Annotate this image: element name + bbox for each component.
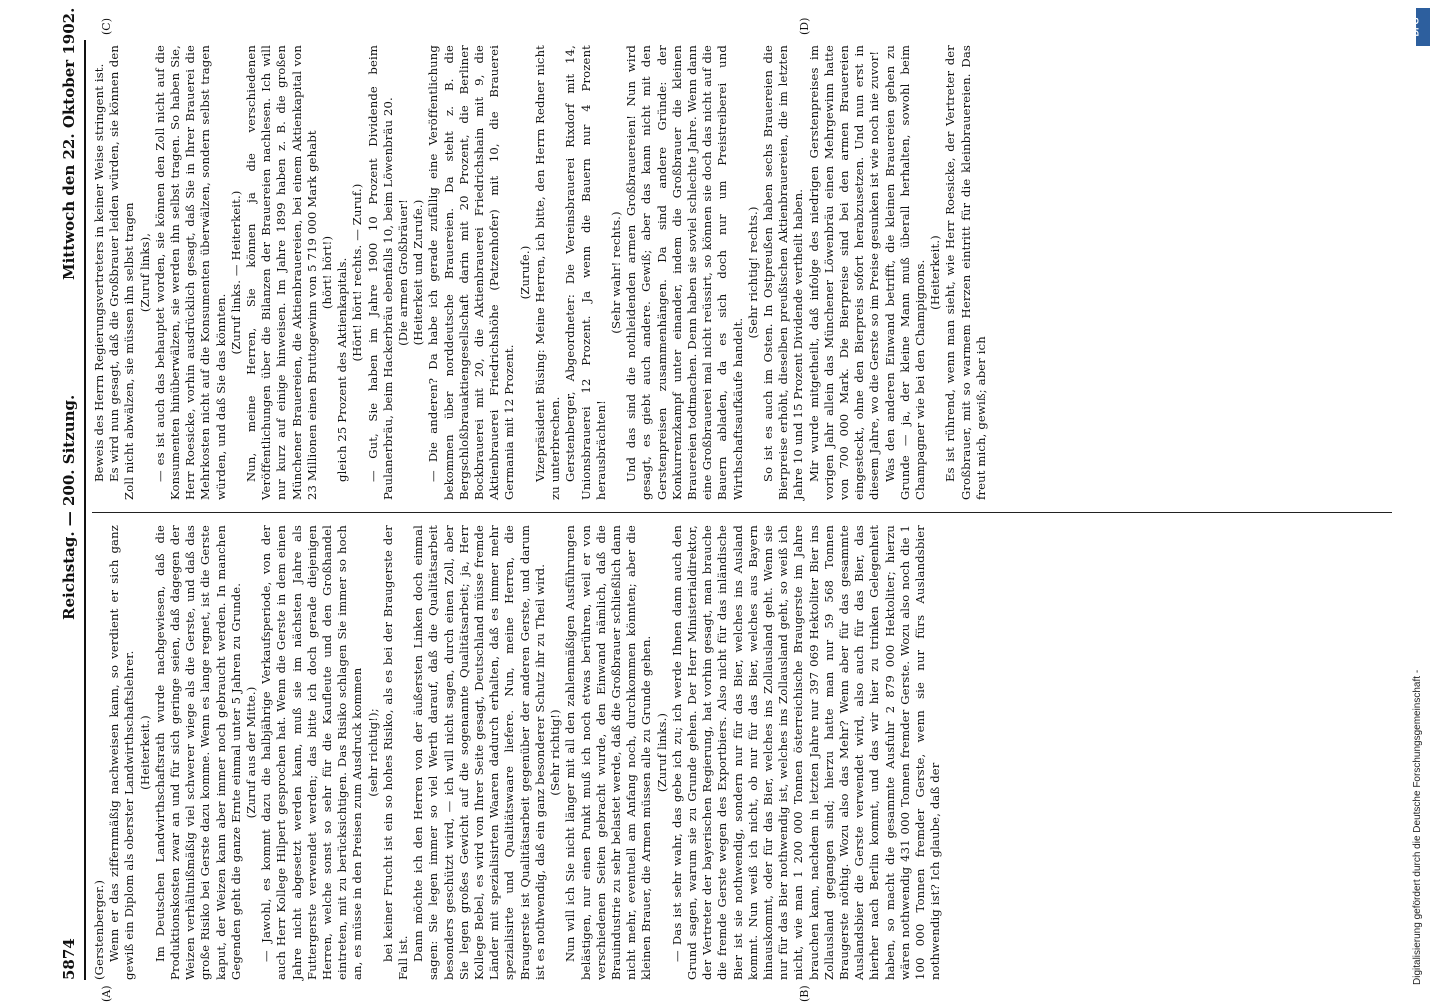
date-line: Mittwoch den 22. Oktober 1902. (60, 7, 78, 280)
paragraph: (Heiterkeit und Zurufe.) (411, 199, 426, 346)
column-divider (92, 512, 1392, 513)
paragraph: (Die armen Großbräuer! (396, 199, 411, 346)
dfg-logo (1410, 8, 1430, 46)
paragraph: (Gerstenberger.) (92, 879, 106, 980)
right-column (92, 45, 989, 500)
paragraph: (sehr richtig!); (365, 708, 380, 797)
paragraph: (Zuruf links), (137, 232, 152, 313)
paragraph: — Die anderen? Da habe ich gerade zufällig eine Veröffentlichung bekommen über norddeutsche Brauereien. Da steht z. B. die Bergschloßbrauaktiengesellschaft darin mit 20 Prozent, die Berliner Bockbrauerei mit 20, die Aktienbrauerei Friedrichshain mit 9, die Aktienbrauerei Friedrichshöhe (Patzenhofer) mit 10, die Brauerei Germania mit 12 Prozent. (426, 45, 517, 500)
paragraph: (Heiterkeit.) (137, 715, 152, 790)
paragraph: Nun will ich Sie nicht länger mit all den zahlenmäßigen Ausführungen belästigen, nur einen Punkt muß ich noch etwas berühren, weil er von verschiedenen Seiten gebracht wurde, den Einwand nämlich, daß die Brauindustrie zu sehr belastet werde, daß die Großbrauer schließlich dann nicht mehr, eventuell am Anfang noch, durchkommen könnten; aber die kleinen Brauer, die Armen müssen alle zu Grunde gehen. (563, 525, 654, 980)
margin-marker-a: (A) (100, 985, 113, 1002)
left-column (92, 525, 943, 980)
paragraph: Es wird nun gesagt, daß die Großbrauer leiden würden, sie können den Zoll nicht abwälzen, sie müssen ihn selbst tragen (107, 45, 137, 500)
margin-marker-c: (C) (100, 18, 113, 35)
paragraph: Gerstenberger, Abgeordneter: Die Vereinsbrauerei Rixdorf mit 14, Unionsbrauerei 12 Prozent. Ja wenn die Bauern nur 4 Prozent herausbrächten! (563, 45, 608, 500)
paragraph: (Sehr richtig! rechts.) (745, 206, 760, 339)
publication-title: Reichstag. — 200. Sitzung. (60, 394, 78, 620)
paragraph: Im Deutschen Landwirthschaftsrath wurde nachgewiesen, daß die Produktionskosten zwar an und für sich geringe seien, daß dagegen der Weizen verhältnißmäßig viel schwerer wiege als die Gerste, und daß das große Risiko bei Gerste dazu komme. Wenn es lange regnet, ist die Gerste kaput, der Weizen kann aber immer noch gebraucht werden. In manchen Gegenden geht die ganze Ernte einmal unter 5 Jahren zu Grunde. (152, 525, 243, 980)
paragraph: Was den anderen Einwand betrifft, die kleinen Brauereien gehen zu Grunde — ja, der kleine Mann muß überall herhalten, sowohl beim Champagner wie bei den Champignons. (882, 45, 927, 500)
paragraph: Dann möchte ich den Herren von der äußersten Linken doch einmal sagen: Sie legen immer so viel Werth darauf, daß die Qualitätsarbeit besonders geschützt wird, — ich will nicht sagen, durch einen Zoll, aber Sie legen großes Gewicht auf die sogenannte Qualitätsarbeit; ja, Herr Kollege Bebel, es wird von Ihrer Seite gesagt, Deutschland müsse fremde Länder mit spezialisirten Waaren dadurch erhalten, daß es immer mehr spezialisirte und Qualitätswaare liefere. Nun, meine Herren, die Braugerste ist Qualitätsarbeit gegenüber der anderen Gerste, und darum ist es nothwendig, daß ein ganz besonderer Schutz ihr zu Theil wird. (411, 525, 547, 980)
paragraph: Nun, meine Herren, Sie können ja die verschiedenen Veröffentlichungen über die Bilanzen der Brauereien nachlesen. Ich will nur kurz auf einige hinweisen. Im Jahre 1899 haben z. B. die großen Münchener Brauereien, die Aktienbrauereien, bei einem Aktienkapital von 23 Millionen einen Bruttogewinn von 5 719 000 Mark gehabt (244, 45, 319, 500)
paragraph: Mir wurde mitgetheilt, daß infolge des niedrigen Gerstenpreises im vorigen Jahr allein das Münchener Löwenbräu einen Mehrgewinn hatte von 700 000 Mark. Die Bierpreise sind bei den armen Brauereien eingesteckt, ohne den Bierpreis sofort herabzusetzen. Und nun erst in diesem Jahre, wo die Gerste so im Preise gesunken ist wie noch nie zuvor! (806, 45, 882, 500)
paragraph: Es ist rührend, wenn man sieht, wie Herr Roesicke, der Vertreter der Großbrauer, mit so warmem Herzen eintritt für die kleinbrauereien. Das freut mich, gewiß; aber ich (943, 45, 988, 500)
paragraph: bei keiner Frucht ist ein so hohes Risiko, als es bei der Braugerste der Fall ist. (380, 525, 411, 980)
paragraph: So ist es auch im Osten. In Ostpreußen haben sechs Brauereien die Bierpreise erhöht, dieselben preußischen Aktienbrauereien, die im letzten Jahre 10 und 15 Prozent Dividende vertheilt haben. (760, 45, 806, 500)
margin-marker-d: (D) (798, 17, 811, 35)
paragraph: (Hört! hört! rechts. — Zuruf.) (350, 183, 365, 362)
paragraph: (Zuruf links.) (654, 712, 669, 793)
dfg-logo-text: DFG (1410, 17, 1421, 37)
paragraph: (Sehr wahr! rechts.) (608, 211, 623, 334)
paragraph: Wenn er das ziffernmäßig nachweisen kann, so verdient er sich ganz gewiß ein Diplom als oberster Landwirthschaftslehrer. (107, 525, 137, 980)
paragraph: — Jawohl, es kommt dazu die halbjährige Verkaufsperiode, von der auch Herr Kollege Hilpert gesprochen hat. Wenn die Gerste in dem einen Jahre nicht abgesetzt werden kann, muß sie im nächsten Jahre als Futtergerste verwendet werden; das bitte ich doch gerade diejenigen Herren, welche sonst so sehr für die Kaufleute und den Großhandel eintreten, mit zu berücksichtigen. Das Risiko schlagen Sie immer so hoch an, es müsse in den Preisen zum Ausdruck kommen (259, 525, 365, 980)
paragraph: (Zuruf aus der Mitte.) (244, 686, 259, 819)
paragraph: — Das ist sehr wahr, das gebe ich zu; ich werde Ihnen dann auch den Grund sagen, warum sie zu Grunde gehen. Der Herr Ministerialdirektor, der Vertreter der bayerischen Regierung, hat vorhin gesagt, man brauche die fremde Gerste wegen des Exportbiers. Also nicht für das inländische Bier ist sie nothwendig, sondern nur für das Bier, welches ins Ausland kommt. Nun weiß ich nicht, ob nur für das Bier, welches aus Bayern hinauskommt, oder für das Bier, welches ins Zollausland geht. Wenn sie nur für das Bier nothwendig ist, welches ins Zollausland geht, so weiß ich nicht, wie man 1 200 000 Tonnen österreichische Braugerste im Jahre brauchen kann, nachdem in letzten Jahre nur 397 069 Hektoliter Bier ins Zollausland gegangen sind; hierzu hatte man nur 59 568 Tonnen Braugerste nöthig. Wozu also das Mehr? Wenn aber für das gesammte Auslandsbier die Gerste verwendet wird, also auch für das Bier, das hierher nach Berlin kommt, und das wir hier zu trinken Gelegenheit haben, so macht die gesammte Ausfuhr 2 879 000 Hektoliter; hierzu wären nothwendig 431 000 Tonnen fremder Gerste. Wozu also noch die 1 100 000 Tonnen fremder Gerste, wenn sie nur fürs Auslandsbier nothwendig ist? Ich glaube, daß der (669, 525, 943, 980)
page-number: 5874 (60, 938, 78, 980)
margin-marker-b: (B) (798, 985, 811, 1002)
paragraph: Und das sind die nothleidenden armen Großbrauereien! Nun wird gesagt, es giebt auch andere. Gewiß; aber das kann nicht mit den Gerstenpreisen zusammenhängen. Da sind andere Gründe: der Konkurrenzkampf unter einander, indem die Großbrauer die kleinen Brauereien todtmachen. Denn haben sie soviel schlechte Jahre. Wenn dann eine Großbrauerei mal nicht reüssirt, so können sie doch das nicht auf die Bauern abladen, da es sich doch nur um Preistreiberei und Wirthschaftsaufkäufe handelt. (624, 45, 745, 500)
paragraph: gleich 25 Prozent des Aktienkapitals. (335, 257, 350, 482)
paragraph: (Sehr richtig!) (548, 709, 563, 796)
paragraph: (Heiterkeit.) (928, 235, 943, 310)
digitization-note: Digitalisierung gefördert durch die Deutsche Forschungsgemeinschaft - (1412, 669, 1423, 985)
paragraph: Beweis des Herrn Regierungsvertreters in keiner Weise stringent ist. (92, 63, 106, 482)
rotated-page (58, 7, 1408, 1002)
page-header (58, 7, 82, 980)
paragraph: — Gut, Sie haben im Jahre 1900 10 Prozent Dividende beim Paulanerbräu, beim Hackerbräu ebenfalls 10, beim Löwenbräu 20. (365, 45, 395, 500)
paragraph: (Zurufe.) (517, 245, 532, 300)
paragraph: Vizepräsident Büsing: Meine Herren, ich bitte, den Herrn Redner nicht zu unterbrechen. (532, 45, 563, 500)
header-rule (84, 40, 86, 980)
paragraph: (hört! hört!) (320, 235, 335, 310)
paragraph: — es ist auch das behauptet worden, sie können den Zoll nicht auf die Konsumenten hinüberwälzen, sie werden ihn selbst tragen. So haben Sie, Herr Roesicke, vorhin ausdrücklich gesagt, daß Sie in Ihrer Brauerei die Mehrkosten nicht auf die Konsumenten überwälzen, sondern selbst tragen würden, und daß Sie das könnten. (152, 45, 228, 500)
paragraph: (Zuruf links. — Heiterkeit.) (228, 190, 243, 355)
